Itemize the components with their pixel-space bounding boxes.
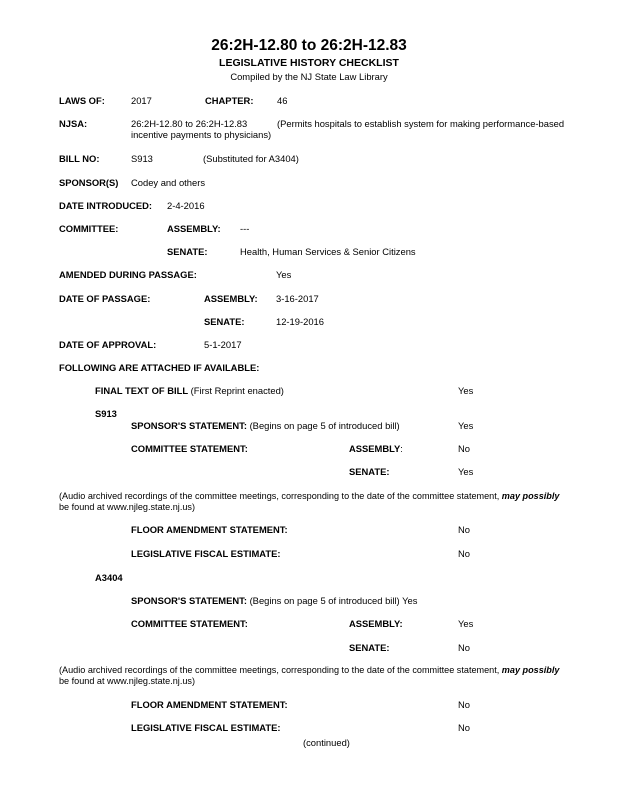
laws-of-label: LAWS OF: (59, 95, 105, 106)
s913-floor-label: FLOOR AMENDMENT STATEMENT: (131, 524, 288, 535)
bill-no-value: S913 (131, 153, 153, 164)
s913-sponsor-row (131, 420, 400, 431)
attached-heading: FOLLOWING ARE ATTACHED IF AVAILABLE: (59, 362, 260, 373)
date-introduced-value: 2-4-2016 (167, 200, 205, 211)
final-text-row (95, 385, 284, 396)
s913-assembly-value: No (458, 443, 470, 454)
committee-label: COMMITTEE: (59, 223, 119, 234)
s913-floor-value: No (458, 524, 470, 535)
sponsors-value: Codey and others (131, 177, 206, 188)
final-text-value: Yes (458, 385, 474, 396)
chapter-label: CHAPTER: (205, 95, 254, 106)
date-of-passage-label: DATE OF PASSAGE: (59, 293, 151, 304)
passage-senate-label: SENATE: (204, 316, 245, 327)
chapter-value: 46 (277, 95, 288, 106)
a3404-fiscal-value: No (458, 722, 470, 733)
s913-committee-label: COMMITTEE STATEMENT: (131, 443, 248, 454)
a3404-sponsor-label: SPONSOR'S STATEMENT: (131, 595, 247, 606)
s913-assembly-label: ASSEMBLY (349, 443, 401, 454)
document-title: 26:2H-12.80 to 26:2H-12.83 (211, 37, 407, 54)
passage-assembly-value: 3-16-2017 (276, 293, 319, 304)
a3404-audio-line1 (59, 665, 559, 676)
s913-audio-line1 (59, 491, 559, 502)
a3404-audio-text: (Audio archived recordings of the committee meetings, corresponding to the date of the committee statement, (59, 665, 502, 675)
s913-fiscal-value: No (458, 548, 470, 559)
s913-fiscal-label: LEGISLATIVE FISCAL ESTIMATE: (131, 548, 281, 559)
s913-sponsor-note: (Begins on page 5 of introduced bill) (249, 420, 400, 431)
passage-assembly-label: ASSEMBLY: (204, 293, 258, 304)
s913-sponsor-label: SPONSOR'S STATEMENT: (131, 420, 247, 431)
a3404-senate-label: SENATE: (349, 642, 390, 653)
njsa-description-line1: (Permits hospitals to establish system for making performance-based (277, 118, 565, 129)
a3404-sponsor-note: (Begins on page 5 of introduced bill) (249, 595, 400, 606)
s913-senate-value: Yes (458, 466, 474, 477)
njsa-label: NJSA: (59, 118, 88, 129)
committee-senate-label: SENATE: (167, 246, 208, 257)
s913-label: S913 (95, 408, 117, 419)
date-of-approval-label: DATE OF APPROVAL: (59, 339, 157, 350)
a3404-floor-label: FLOOR AMENDMENT STATEMENT: (131, 699, 288, 710)
s913-senate-label: SENATE: (349, 466, 390, 477)
njsa-value: 26:2H-12.80 to 26:2H-12.83 (131, 118, 248, 129)
a3404-sponsor-row (131, 595, 417, 606)
committee-assembly-value: --- (240, 223, 250, 234)
s913-audio-text: (Audio archived recordings of the committee meetings, corresponding to the date of the committee statement, (59, 491, 502, 501)
a3404-audio-line2: be found at www.njleg.state.nj.us) (59, 676, 195, 686)
a3404-committee-label: COMMITTEE STATEMENT: (131, 618, 248, 629)
a3404-sponsor-value: Yes (402, 595, 418, 606)
committee-assembly-label: ASSEMBLY: (167, 223, 221, 234)
bill-no-note: (Substituted for A3404) (203, 153, 299, 164)
compiled-by: Compiled by the NJ State Law Library (230, 71, 388, 82)
a3404-label: A3404 (95, 572, 123, 583)
final-text-note: (First Reprint enacted) (190, 385, 284, 396)
committee-senate-value: Health, Human Services & Senior Citizens (240, 246, 416, 257)
bill-no-label: BILL NO: (59, 153, 100, 164)
s913-audio-line2: be found at www.njleg.state.nj.us) (59, 502, 195, 512)
continued-note: (continued) (303, 737, 350, 748)
date-of-approval-value: 5-1-2017 (204, 339, 242, 350)
s913-audio-emphasis: may possibly (501, 491, 560, 501)
a3404-floor-value: No (458, 699, 470, 710)
amended-value: Yes (276, 269, 292, 280)
amended-label: AMENDED DURING PASSAGE: (59, 269, 197, 280)
a3404-fiscal-label: LEGISLATIVE FISCAL ESTIMATE: (131, 722, 281, 733)
s913-assembly-row (349, 443, 403, 454)
laws-of-value: 2017 (131, 95, 152, 106)
passage-senate-value: 12-19-2016 (276, 316, 324, 327)
document-subtitle: LEGISLATIVE HISTORY CHECKLIST (219, 57, 399, 69)
a3404-assembly-value: Yes (458, 618, 474, 629)
sponsors-label: SPONSOR(S) (59, 177, 119, 188)
final-text-label: FINAL TEXT OF BILL (95, 385, 189, 396)
a3404-audio-emphasis: may possibly (501, 665, 560, 675)
a3404-senate-value: No (458, 642, 470, 653)
s913-sponsor-value: Yes (458, 420, 474, 431)
a3404-assembly-label: ASSEMBLY: (349, 618, 403, 629)
date-introduced-label: DATE INTRODUCED: (59, 200, 153, 211)
s913-assembly-colon: : (400, 443, 403, 454)
njsa-description-line2: incentive payments to physicians) (131, 129, 272, 140)
